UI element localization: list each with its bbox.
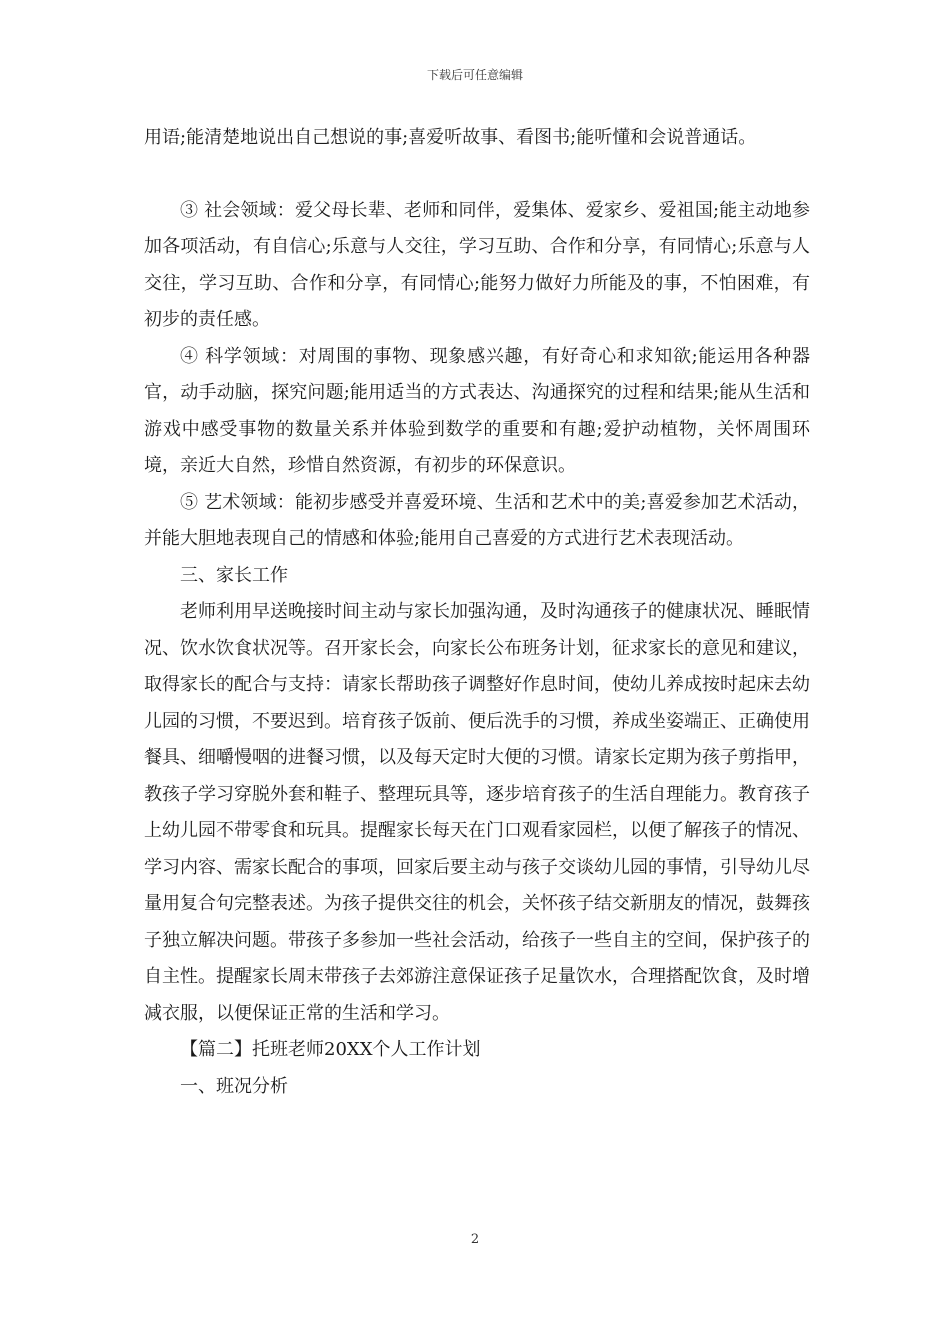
page-number: 2: [470, 1232, 480, 1247]
page-header: 下载后可任意编辑: [426, 68, 523, 82]
section-heading-class-analysis: 一、班况分析: [180, 1075, 288, 1097]
paragraph-language-continued: 用语;能清楚地说出自己想说的事;喜爱听故事、看图书;能听懂和会说普通话。: [144, 127, 757, 148]
paragraph-science-domain: ④ 科学领域：对周围的事物、现象感兴趣，有好奇心和求知欲;能运用各种器官，动手动脑，探究问题;能用适当的方式表达、沟通探究的过程和结果;能从生活和游戏中感受事物的数量关系并体验到数学的重要和有趣;爱护动植物，关怀周围环境，亲近大自然，珍惜自然资源，有初步的环保意识。: [144, 345, 810, 476]
paragraph-parent-work: 老师利用早送晚接时间主动与家长加强沟通，及时沟通孩子的健康状况、睡眠情况、饮水饮食状况等。召开家长会，向家长公布班务计划，征求家长的意见和建议，取得家长的配合与支持：请家长帮助孩子调整好作息时间，使幼儿养成按时起床去幼儿园的习惯，不要迟到。培育孩子饭前、便后洗手的习惯，养成坐姿端正、正确使用餐具、细嚼慢咽的进餐习惯，以及每天定时大便的习惯。请家长定期为孩子剪指甲，教孩子学习穿脱外套和鞋子、整理玩具等，逐步培育孩子的生活自理能力。教育孩子上幼儿园不带零食和玩具。提醒家长每天在门口观看家园栏，以便了解孩子的情况、学习内容、需家长配合的事项，回家后要主动与孩子交谈幼儿园的事情，引导幼儿尽量用复合句完整表述。为孩子提供交往的机会，关怀孩子结交新朋友的情况，鼓舞孩子独立解决问题。带孩子多参加一些社会活动，给孩子一些自主的空间，保护孩子的自主性。提醒家长周末带孩子去郊游注意保证孩子足量饮水，合理搭配饮食，及时增减衣服，以便保证正常的生活和学习。: [144, 601, 810, 1024]
document-body: [144, 120, 810, 1105]
section-heading-part-two: 【篇二】托班老师20XX个人工作计划: [180, 1039, 481, 1060]
paragraph-art-domain: ⑤ 艺术领域：能初步感受并喜爱环境、生活和艺术中的美;喜爱参加艺术活动，并能大胆地表现自己的情感和体验;能用自己喜爱的方式进行艺术表现活动。: [144, 491, 810, 549]
paragraph-social-domain: ③ 社会领域：爱父母长辈、老师和同伴，爱集体、爱家乡、爱祖国;能主动地参加各项活动，有自信心;乐意与人交往，学习互助、合作和分享，有同情心;乐意与人交往，学习互助、合作和分享，有同情心;能努力做好力所能及的事，不怕困难，有初步的责任感。: [144, 199, 810, 330]
section-heading-parent-work: 三、家长工作: [180, 564, 288, 586]
